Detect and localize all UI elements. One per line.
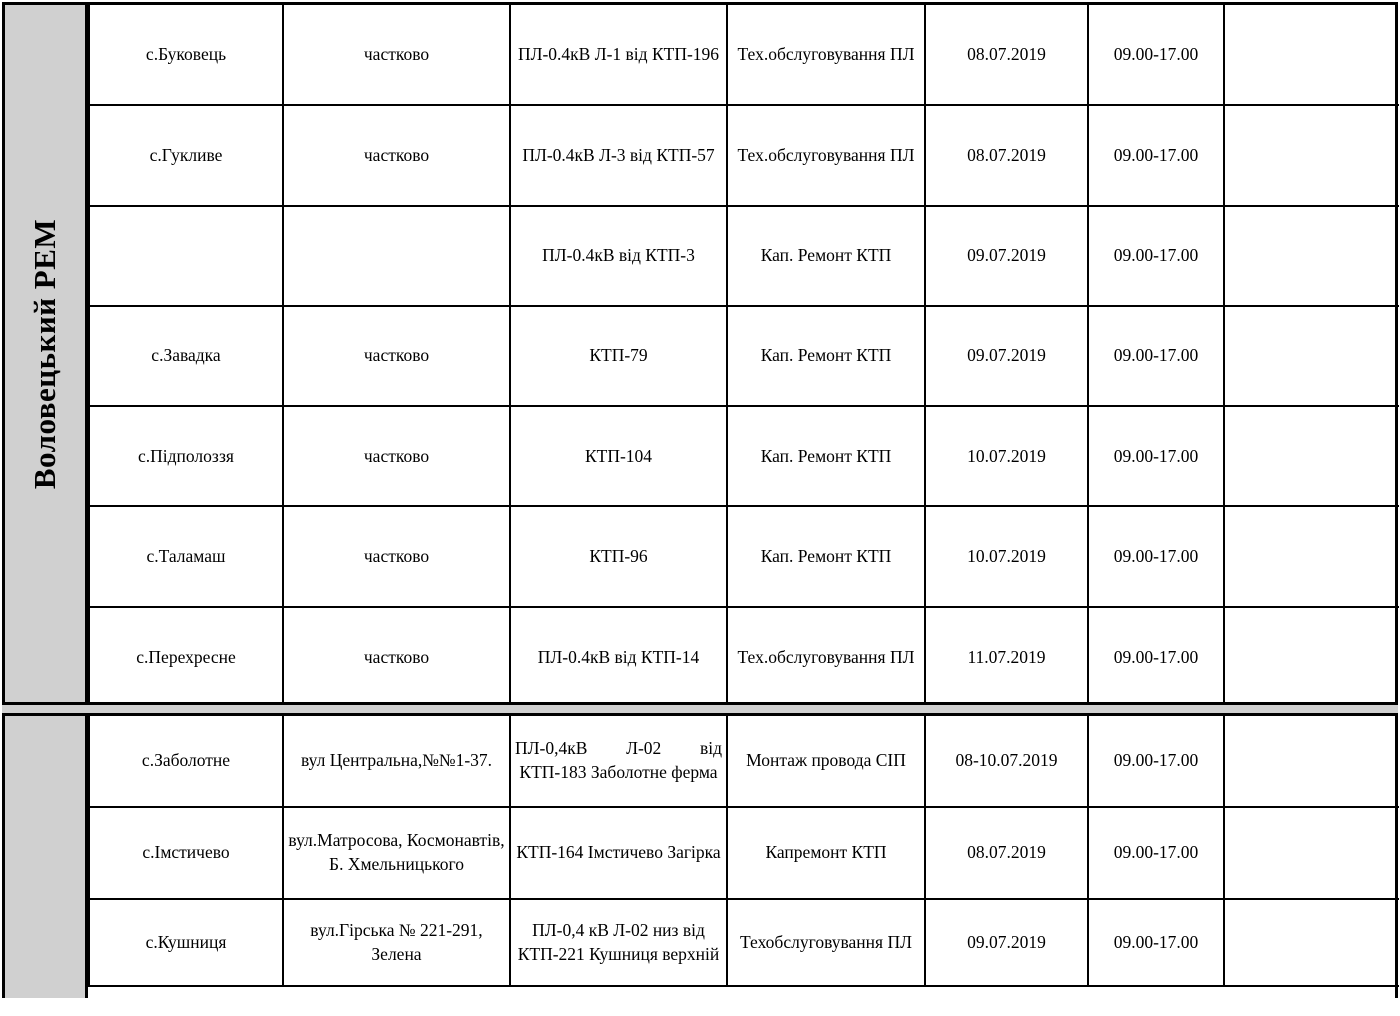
section-side-label-cell [5, 716, 88, 998]
time-cell: 09.00-17.00 [1088, 206, 1224, 306]
area-cell: вул.Матросова, Космонавтів, Б. Хмельницького [283, 807, 510, 899]
work-type-cell: Кап. Ремонт КТП [727, 206, 925, 306]
note-cell [1224, 607, 1399, 707]
time-cell: 09.00-17.00 [1088, 105, 1224, 205]
table-row [89, 506, 1399, 606]
time-cell: 09.00-17.00 [1088, 807, 1224, 899]
table-row [89, 306, 1399, 406]
village-cell [89, 206, 283, 306]
date-cell: 09.07.2019 [925, 306, 1088, 406]
object-cell: ПЛ-0.4кВ від КТП-3 [510, 206, 727, 306]
area-cell: вул Центральна,№№1-37. [283, 716, 510, 807]
outage-table-second [88, 716, 1399, 987]
object-cell: КТП-104 [510, 406, 727, 506]
section-volovets-rem [2, 2, 1398, 705]
section-side-label-cell [5, 5, 88, 702]
table-row [89, 406, 1399, 506]
object-cell: КТП-96 [510, 506, 727, 606]
time-cell: 09.00-17.00 [1088, 716, 1224, 807]
note-cell [1224, 206, 1399, 306]
object-cell: ПЛ-0,4 кВ Л-02 низ від КТП-221 Кушниця верхній [510, 899, 727, 986]
date-cell: 08-10.07.2019 [925, 716, 1088, 807]
village-cell: с.Імстичево [89, 807, 283, 899]
area-cell: частково [283, 406, 510, 506]
date-cell: 08.07.2019 [925, 807, 1088, 899]
object-cell: ПЛ-0.4кВ Л-1 від КТП-196 [510, 5, 727, 105]
work-type-cell: Кап. Ремонт КТП [727, 306, 925, 406]
village-cell: с.Гукливе [89, 105, 283, 205]
date-cell: 08.07.2019 [925, 5, 1088, 105]
work-type-cell: Тех.обслуговування ПЛ [727, 607, 925, 707]
area-cell: частково [283, 5, 510, 105]
time-cell: 09.00-17.00 [1088, 406, 1224, 506]
table-row [89, 716, 1399, 807]
area-cell: частково [283, 105, 510, 205]
table-row [89, 607, 1399, 707]
work-type-cell: Монтаж провода СІП [727, 716, 925, 807]
object-cell: КТП-164 Імстичево Загірка [510, 807, 727, 899]
section-second [2, 713, 1398, 998]
note-cell [1224, 406, 1399, 506]
village-cell: с.Завадка [89, 306, 283, 406]
note-cell [1224, 899, 1399, 986]
work-type-cell: Кап. Ремонт КТП [727, 506, 925, 606]
table-row [89, 807, 1399, 899]
note-cell [1224, 506, 1399, 606]
village-cell: с.Таламаш [89, 506, 283, 606]
time-cell: 09.00-17.00 [1088, 306, 1224, 406]
table-row [89, 105, 1399, 205]
village-cell: с.Кушниця [89, 899, 283, 986]
work-type-cell: Тех.обслуговування ПЛ [727, 105, 925, 205]
date-cell: 09.07.2019 [925, 899, 1088, 986]
time-cell: 09.00-17.00 [1088, 5, 1224, 105]
date-cell: 10.07.2019 [925, 506, 1088, 606]
table-row [89, 206, 1399, 306]
time-cell: 09.00-17.00 [1088, 506, 1224, 606]
date-cell: 11.07.2019 [925, 607, 1088, 707]
object-cell: ПЛ-0.4кВ Л-3 від КТП-57 [510, 105, 727, 205]
date-cell: 08.07.2019 [925, 105, 1088, 205]
note-cell [1224, 105, 1399, 205]
work-type-cell: Техобслуговування ПЛ [727, 899, 925, 986]
section-separator [2, 705, 1398, 713]
village-cell: с.Підполоззя [89, 406, 283, 506]
note-cell [1224, 5, 1399, 105]
village-cell: с.Перехресне [89, 607, 283, 707]
table-row [89, 899, 1399, 986]
village-cell: с.Буковець [89, 5, 283, 105]
village-cell: с.Заболотне [89, 716, 283, 807]
area-cell: частково [283, 506, 510, 606]
date-cell: 10.07.2019 [925, 406, 1088, 506]
work-type-cell: Тех.обслуговування ПЛ [727, 5, 925, 105]
area-cell: частково [283, 306, 510, 406]
object-cell: КТП-79 [510, 306, 727, 406]
note-cell [1224, 716, 1399, 807]
note-cell [1224, 807, 1399, 899]
area-cell [283, 206, 510, 306]
time-cell: 09.00-17.00 [1088, 607, 1224, 707]
object-cell: ПЛ-0.4кВ від КТП-14 [510, 607, 727, 707]
area-cell: вул.Гірська № 221-291, Зелена [283, 899, 510, 986]
table-row [89, 5, 1399, 105]
date-cell: 09.07.2019 [925, 206, 1088, 306]
work-type-cell: Кап. Ремонт КТП [727, 406, 925, 506]
object-cell: ПЛ-0,4кВ Л-02 від КТП-183 Заболотне ферма [510, 716, 727, 807]
section-label: Воловецький РЕМ [27, 218, 62, 489]
area-cell: частково [283, 607, 510, 707]
note-cell [1224, 306, 1399, 406]
outage-table-volovets [88, 5, 1399, 707]
work-type-cell: Капремонт КТП [727, 807, 925, 899]
time-cell: 09.00-17.00 [1088, 899, 1224, 986]
